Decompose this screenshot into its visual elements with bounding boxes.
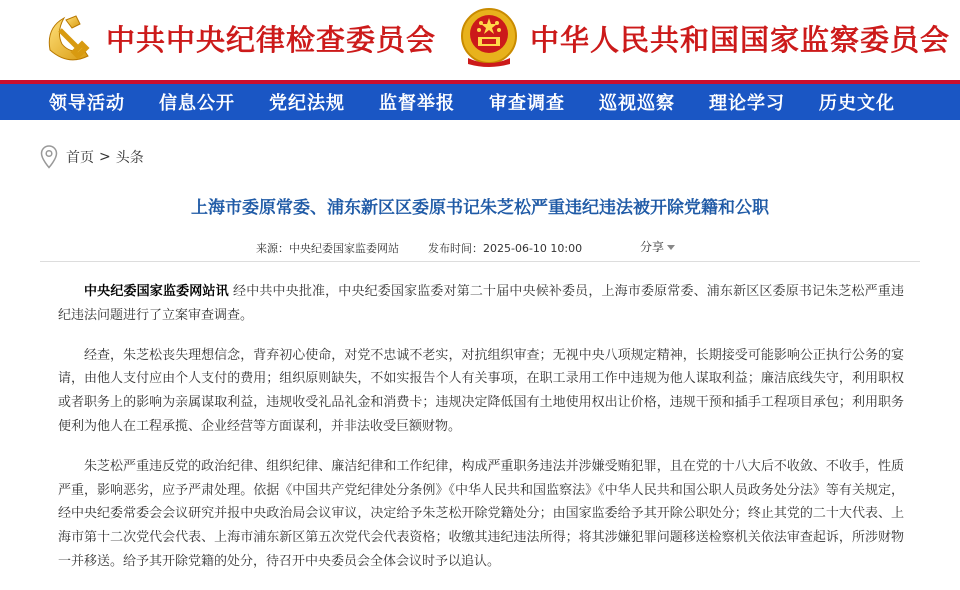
breadcrumb-home-link[interactable]: 首页 <box>66 150 94 166</box>
nav-item-inspection[interactable]: 巡视巡察 <box>599 93 675 114</box>
location-pin-icon <box>40 145 58 169</box>
chevron-down-icon <box>667 245 675 250</box>
national-emblem-icon <box>458 6 520 70</box>
breadcrumb-current: 头条 <box>115 150 144 166</box>
main-nav <box>0 80 960 120</box>
nav-list <box>0 84 960 120</box>
article-paragraph <box>58 280 904 328</box>
article-body <box>58 280 904 590</box>
article-paragraph: 朱芝松严重违反党的政治纪律、组织纪律、廉洁纪律和工作纪律，构成严重职务违法并涉嫌受贿犯罪，且在党的十八大后不收敛、不收手，性质严重，影响恶劣，应予严肃处理。依据《中国共产党纪律处分条例》《中华人民共和国监察法》《中华人民共和国公职人员政务处分法》等有关规定，经中央纪委常委会会议研究并报中央政治局会议审议，决定给予朱芝松开除党籍处分；由国家监委给予其开除公职处分；终止其党的二十大代表、上海市第十二次党代会代表、上海市浦东新区第五次党代会代表资格；收缴其违纪违法所得；将其涉嫌犯罪问题移送检察机关依法审查起诉，所涉财物一并移送。给予其开除党籍的处分，待召开中央委员会全体会议时予以追认。 <box>58 458 904 569</box>
nav-item-regulations[interactable]: 党纪法规 <box>269 93 345 114</box>
article-paragraph: 经查，朱芝松丧失理想信念，背弃初心使命，对党不忠诚不老实，对抗组织审查；无视中央八项规定精神，长期接受可能影响公正执行公务的宴请，由他人支付应由个人支付的费用；组织原则缺失，不如实报告个人有关事项，在职工录用工作中违规为他人谋取利益；廉洁底线失守，利用职权或者职务上的影响为亲属谋取利益，违规收受礼品礼金和消费卡；违规决定降低国有土地使用权出让价格，违规干预和插手工程项目承包；利用职务便利为他人在工程承揽、企业经营等方面谋利，并非法收受巨额财物。 <box>58 347 904 434</box>
share-button[interactable] <box>640 238 675 255</box>
site-header <box>0 0 960 80</box>
article-title: 上海市委原常委、浦东新区区委原书记朱芝松严重违纪违法被开除党籍和公职 <box>191 198 769 218</box>
article-source: 来源：中央纪委国家监委网站 <box>256 242 399 255</box>
nav-item-investigation[interactable]: 审查调查 <box>489 93 565 114</box>
nav-item-theory[interactable]: 理论学习 <box>709 93 785 114</box>
nav-item-reporting[interactable]: 监督举报 <box>379 93 455 114</box>
meta-divider <box>40 261 920 262</box>
breadcrumb <box>40 145 144 169</box>
nav-item-history[interactable]: 历史文化 <box>819 93 895 114</box>
nav-item-disclosure[interactable]: 信息公开 <box>159 93 235 114</box>
article-publish-time: 发布时间：2025-06-10 10:00 <box>428 242 583 255</box>
party-emblem-icon <box>40 10 96 66</box>
article-paragraph-text: 经中共中央批准，中央纪委国家监委对第二十届中央候补委员，上海市委原常委、浦东新区区委原书记朱芝松严重违纪违法问题进行了立案审查调查。 <box>58 284 904 323</box>
share-label: 分享 <box>640 240 665 254</box>
article-lead-source: 中央纪委国家监委网站讯 <box>84 284 229 299</box>
article-meta <box>0 238 960 256</box>
header-right-title: 中华人民共和国国家监察委员会 <box>530 23 951 57</box>
nav-item-leadership[interactable]: 领导活动 <box>49 93 125 114</box>
breadcrumb-separator: > <box>99 149 111 165</box>
header-left-title: 中共中央纪律检查委员会 <box>106 23 437 57</box>
